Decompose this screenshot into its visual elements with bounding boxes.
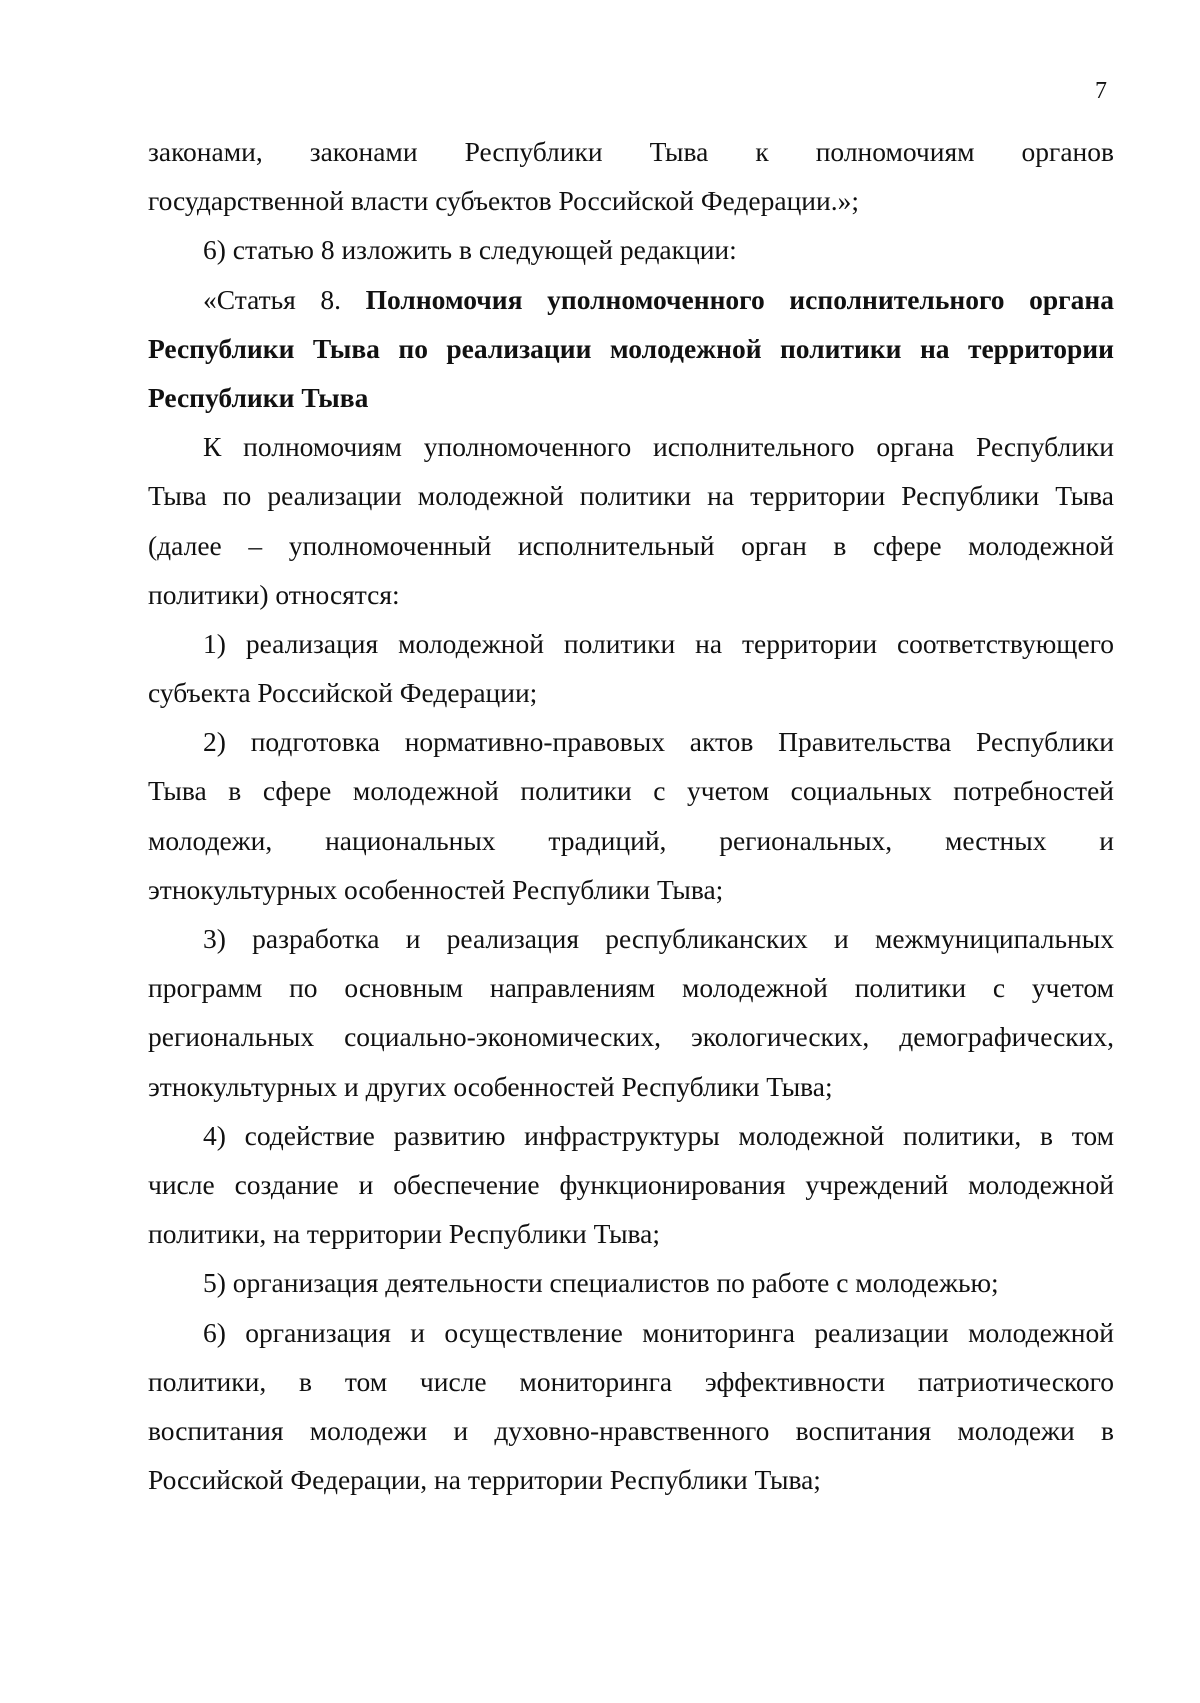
list-item-line: 6) организация и осуществление мониторинга реализации молодежной <box>203 1316 1114 1348</box>
list-item-line: 4) содействие развитию инфраструктуры молодежной политики, в том <box>203 1119 1114 1151</box>
article-title-line: Республики Тыва <box>148 381 369 413</box>
list-item-line: молодежи, национальных традиций, региональных, местных и <box>148 824 1114 856</box>
list-item-line: числе создание и обеспечение функционирования учреждений молодежной <box>148 1168 1114 1200</box>
list-item-line: 3) разработка и реализация республиканских и межмуниципальных <box>203 923 1114 954</box>
text-line: политики) относятся: <box>148 578 400 610</box>
list-item-line: субъекта Российской Федерации; <box>148 677 538 709</box>
text-line: 6) статью 8 изложить в следующей редакции: <box>203 234 737 266</box>
page-number: 7 <box>1095 78 1107 104</box>
list-item-line: 2) подготовка нормативно-правовых актов Правительства Республики <box>203 726 1114 758</box>
text-line: государственной власти субъектов Российской Федерации.»; <box>148 185 859 217</box>
list-item-line: Тыва в сфере молодежной политики с учетом социальных потребностей <box>148 775 1114 807</box>
article-heading-line <box>148 275 1114 324</box>
text-line: (далее – уполномоченный исполнительный орган в сфере молодежной <box>148 529 1114 561</box>
list-item-line: региональных социально-экономических, экологических, демографических, <box>148 1021 1114 1053</box>
document-body <box>148 127 1114 1504</box>
list-item-line: этнокультурных и других особенностей Республики Тыва; <box>148 1070 833 1102</box>
list-item-line: Российской Федерации, на территории Республики Тыва; <box>148 1464 821 1496</box>
list-item-line: воспитания молодежи и духовно-нравственного воспитания молодежи в <box>148 1414 1114 1446</box>
article-title-line: Республики Тыва по реализации молодежной политики на территории <box>148 332 1114 364</box>
list-item-line: этнокультурных особенностей Республики Тыва; <box>148 873 724 905</box>
text-line: Тыва по реализации молодежной политики на территории Республики Тыва <box>148 480 1114 512</box>
article-number: «Статья 8. <box>203 283 342 315</box>
list-item-line: программ по основным направлениям молодежной политики с учетом <box>148 972 1114 1004</box>
list-item-line: 1) реализация молодежной политики на территории соответствующего <box>203 627 1114 659</box>
text-line: К полномочиям уполномоченного исполнительного органа Республики <box>203 431 1114 463</box>
list-item-line: политики, на территории Республики Тыва; <box>148 1218 661 1250</box>
list-item-line: политики, в том числе мониторинга эффективности патриотического <box>148 1365 1114 1397</box>
article-title: Полномочия уполномоченного исполнительного органа <box>365 283 1115 315</box>
list-item-line: 5) организация деятельности специалистов по работе с молодежью; <box>203 1267 999 1299</box>
text-line: законами, законами Республики Тыва к полномочиям органов <box>148 136 1114 167</box>
